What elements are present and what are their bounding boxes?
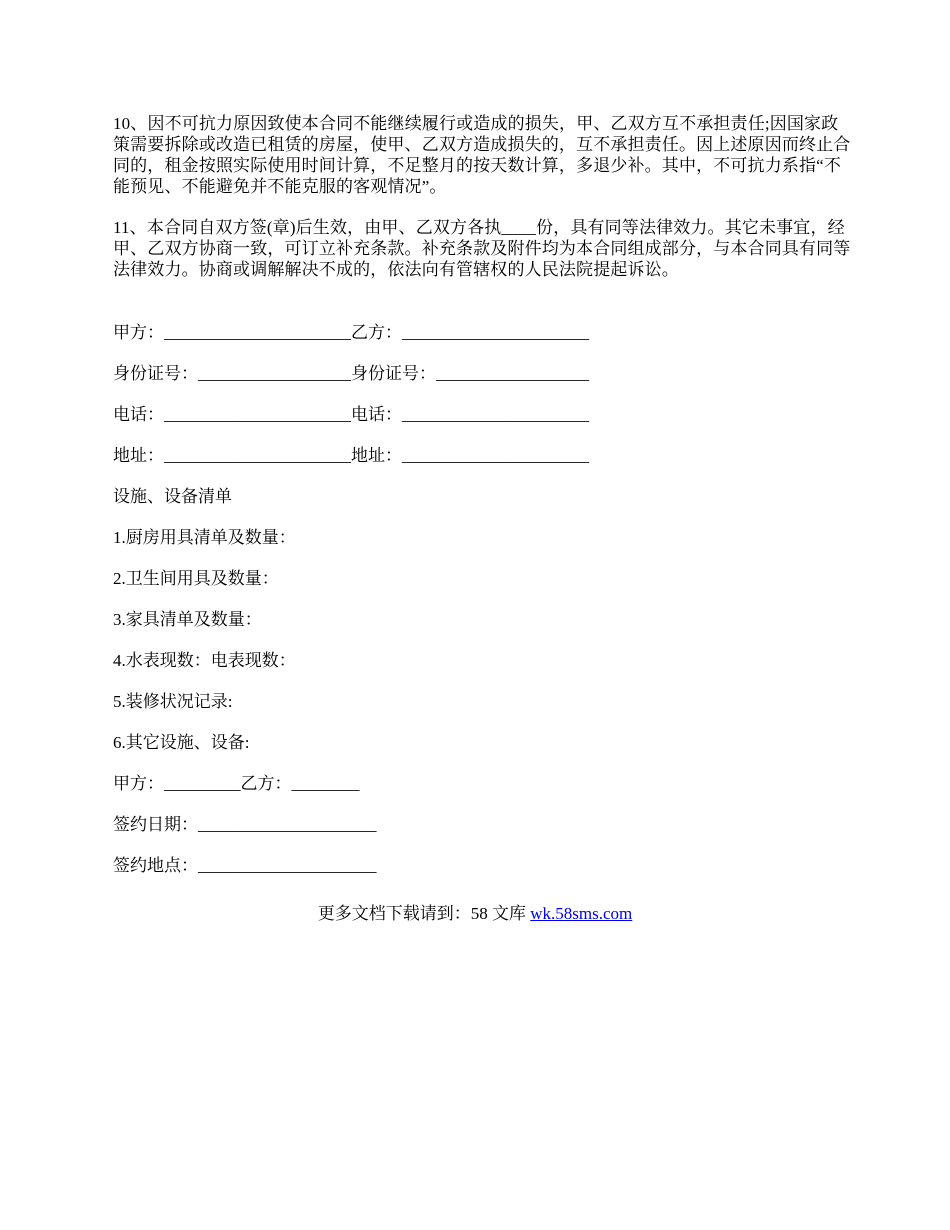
footer [0,903,950,924]
clause-10: 10、因不可抗力原因致使本合同不能继续履行或造成的损失，甲、乙双方互不承担责任;因国家政策需要拆除或改造已租赁的房屋，使甲、乙双方造成损失的，互不承担责任。因上述原因而终止合同的，租金按照实际使用时间计算，不足整月的按天数计算，多退少补。其中，不可抗力系指“不能预见、不能避免并不能克服的客观情况”。 [113,114,851,196]
inventory-item-kitchen: 1.厨房用具清单及数量： [113,528,296,547]
inventory-item-decoration: 5.装修状况记录: [113,692,233,711]
signature-block [113,322,853,876]
sign-date-line: 签约日期：_____________________ [113,815,377,834]
address-line: 地址：______________________地址：______________________ [113,446,589,465]
id-number-line: 身份证号：__________________身份证号：__________________ [113,364,589,383]
inventory-title: 设施、设备清单 [113,487,232,506]
inventory-item-bathroom: 2.卫生间用具及数量： [113,569,279,588]
phone-line: 电话：______________________电话：______________________ [113,405,589,424]
document-page [113,113,853,876]
sign-place-line: 签约地点：_____________________ [113,856,377,875]
inventory-item-furniture: 3.家具清单及数量： [113,610,262,629]
inventory-item-other: 6.其它设施、设备: [113,733,250,752]
footer-text: 更多文档下载请到：58 文库 [317,904,531,923]
party-signature-line: 甲方：______________________乙方：______________________ [113,323,589,342]
footer-link[interactable]: wk.58sms.com [530,904,633,923]
inventory-party-line: 甲方：_________乙方：________ [113,774,360,793]
clause-11: 11、本合同自双方签(章)后生效，由甲、乙双方各执____份，具有同等法律效力。其它未事宜，经甲、乙双方协商一致，可订立补充条款。补充条款及附件均为本合同组成部分，与本合同具有同等法律效力。协商或调解解决不成的，依法向有管辖权的人民法院提起诉讼。 [113,218,851,279]
inventory-item-meters: 4.水表现数：电表现数： [113,651,296,670]
